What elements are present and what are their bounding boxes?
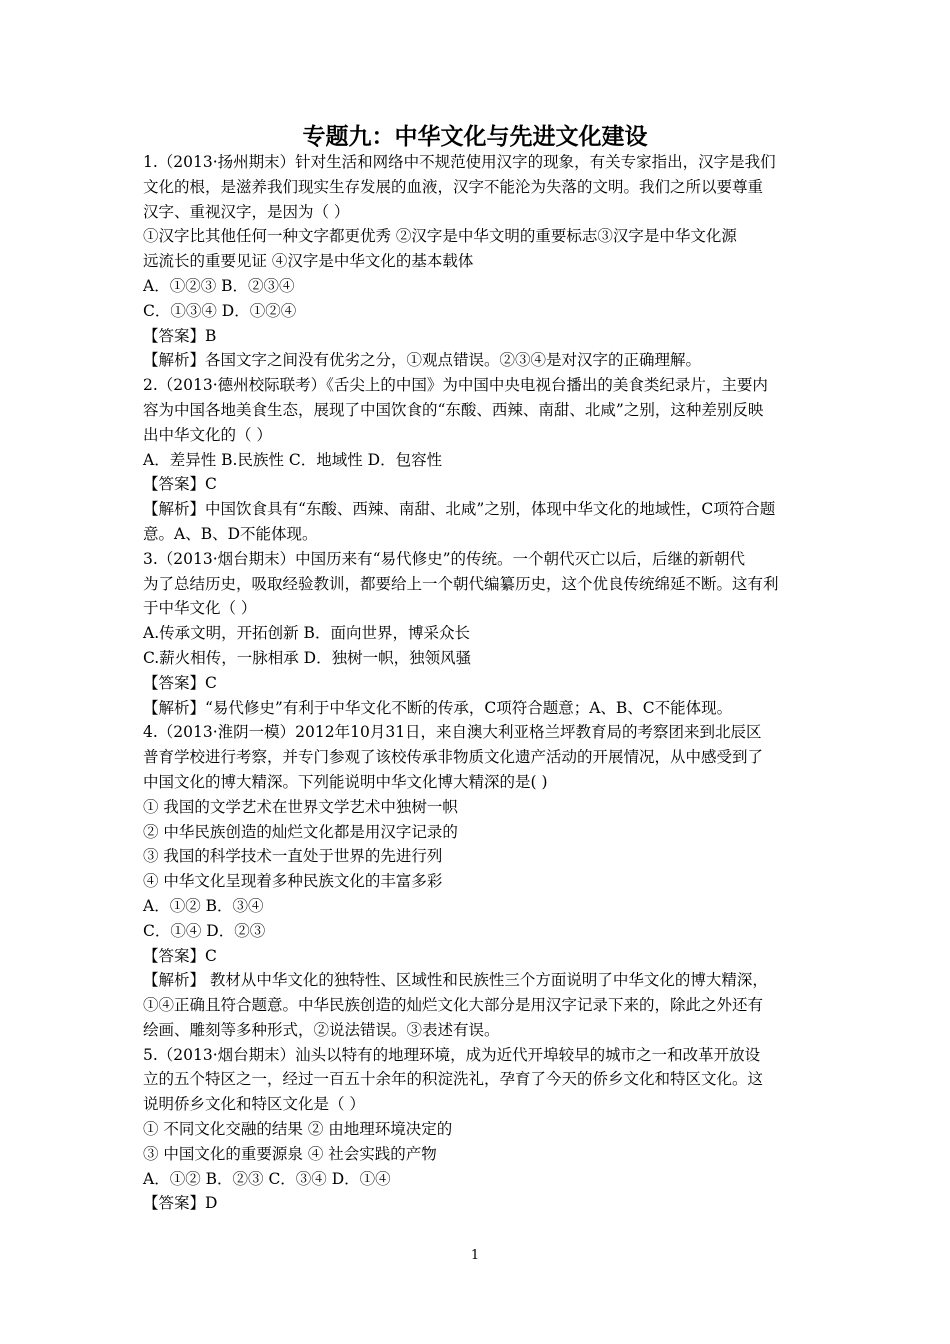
text-line: 5.（2013·烟台期末）汕头以特有的地理环境，成为近代开埠较早的城市之一和改革开放设 xyxy=(143,1045,761,1064)
text-line: ③ 我国的科学技术一直处于世界的先进行列 xyxy=(143,847,443,866)
text-line: 2.（2013·德州校际联考）《舌尖上的中国》为中国中央电视台播出的美食类纪录片，主要内 xyxy=(143,376,768,395)
text-line: A.传承文明，开拓创新 B．面向世界，博采众长 xyxy=(143,624,470,643)
text-line: 【答案】C xyxy=(143,946,217,965)
text-line: 【解析】中国饮食具有“东酸、西辣、南甜、北咸”之别，体现中华文化的地域性，C项符合题 xyxy=(143,500,776,519)
page-number: 1 xyxy=(470,1248,480,1263)
text-line: C.薪火相传，一脉相承 D．独树一帜，独领风骚 xyxy=(143,648,472,667)
text-line: ① 我国的文学艺术在世界文学艺术中独树一帜 xyxy=(143,797,458,816)
text-line: 普育学校进行考察，并专门参观了该校传承非物质文化遗产活动的开展情况，从中感受到了 xyxy=(143,748,764,767)
text-line: 为了总结历史，吸取经验教训，都要给上一个朝代编纂历史，这个优良传统绵延不断。这有利 xyxy=(143,574,779,593)
text-line: 立的五个特区之一，经过一百五十余年的积淀洗礼，孕育了今天的侨乡文化和特区文化。这 xyxy=(143,1070,764,1089)
text-line: 【答案】C xyxy=(143,673,217,692)
text-line: ③ 中国文化的重要源泉 ④ 社会实践的产物 xyxy=(143,1144,437,1163)
text-line: 容为中国各地美食生态，展现了中国饮食的“东酸、西辣、南甜、北咸”之别，这种差别反映 xyxy=(143,400,764,419)
text-line: 【解析】“易代修史”有利于中华文化不断的传承，C项符合题意；A、B、C不能体现。 xyxy=(143,698,733,717)
text-line: C．①④ D．②③ xyxy=(143,921,266,940)
document-body xyxy=(143,150,815,1216)
text-line: 远流长的重要见证 ④汉字是中华文化的基本载体 xyxy=(143,252,474,271)
text-line: 说明侨乡文化和特区文化是（ ） xyxy=(143,1095,365,1114)
text-line: ② 中华民族创造的灿烂文化都是用汉字记录的 xyxy=(143,822,458,841)
text-line: A．差异性 B.民族性 C．地域性 D．包容性 xyxy=(143,450,443,469)
text-line: 【答案】C xyxy=(143,475,217,494)
text-line: 【答案】B xyxy=(143,326,217,345)
text-line: ①④正确且符合题意。中华民族创造的灿烂文化大部分是用汉字记录下来的，除此之外还有 xyxy=(143,996,764,1015)
text-line: 3.（2013·烟台期末）中国历来有“易代修史”的传统。一个朝代灭亡以后，后继的新朝代 xyxy=(143,549,746,568)
text-line: ① 不同文化交融的结果 ② 由地理环境决定的 xyxy=(143,1120,453,1139)
text-line: 【解析】各国文字之间没有优劣之分，①观点错误。②③④是对汉字的正确理解。 xyxy=(143,351,702,370)
text-line: 1.（2013·扬州期末）针对生活和网络中不规范使用汉字的现象，有关专家指出，汉字是我们 xyxy=(143,153,776,171)
text-line: 【答案】D xyxy=(143,1194,218,1213)
text-line: 4.（2013·淮阴一模）2012年10月31日，来自澳大利亚格兰坪教育局的考察团来到北辰区 xyxy=(143,723,762,742)
text-line: 中国文化的博大精深。下列能说明中华文化博大精深的是( ) xyxy=(143,772,548,791)
text-line: ④ 中华文化呈现着多种民族文化的丰富多彩 xyxy=(143,872,443,891)
text-line: A．①② B．②③ C．③④ D．①④ xyxy=(143,1169,391,1188)
page-title: 专题九：中华文化与先进文化建设 xyxy=(302,124,648,150)
text-line: 于中华文化（ ） xyxy=(143,599,257,618)
text-line: 汉字、重视汉字，是因为（ ） xyxy=(143,202,350,221)
text-line: 【解析】 教材从中华文化的独特性、区域性和民族性三个方面说明了中华文化的博大精深， xyxy=(143,971,768,990)
text-line: 出中华文化的（ ） xyxy=(143,425,272,444)
text-line: A．①② B．③④ xyxy=(143,896,264,915)
text-line: ①汉字比其他任何一种文字都更优秀 ②汉字是中华文明的重要标志③汉字是中华文化源 xyxy=(143,227,737,246)
text-line: A．①②③ B．②③④ xyxy=(143,276,295,295)
text-line: 文化的根，是滋养我们现实生存发展的血液，汉字不能沦为失落的文明。我们之所以要尊重 xyxy=(143,177,764,196)
text-line: 意。A、B、D不能体现。 xyxy=(143,524,318,543)
text-line: 绘画、雕刻等多种形式，②说法错误。③表述有误。 xyxy=(143,1020,500,1039)
text-line: C．①③④ D．①②④ xyxy=(143,301,297,320)
